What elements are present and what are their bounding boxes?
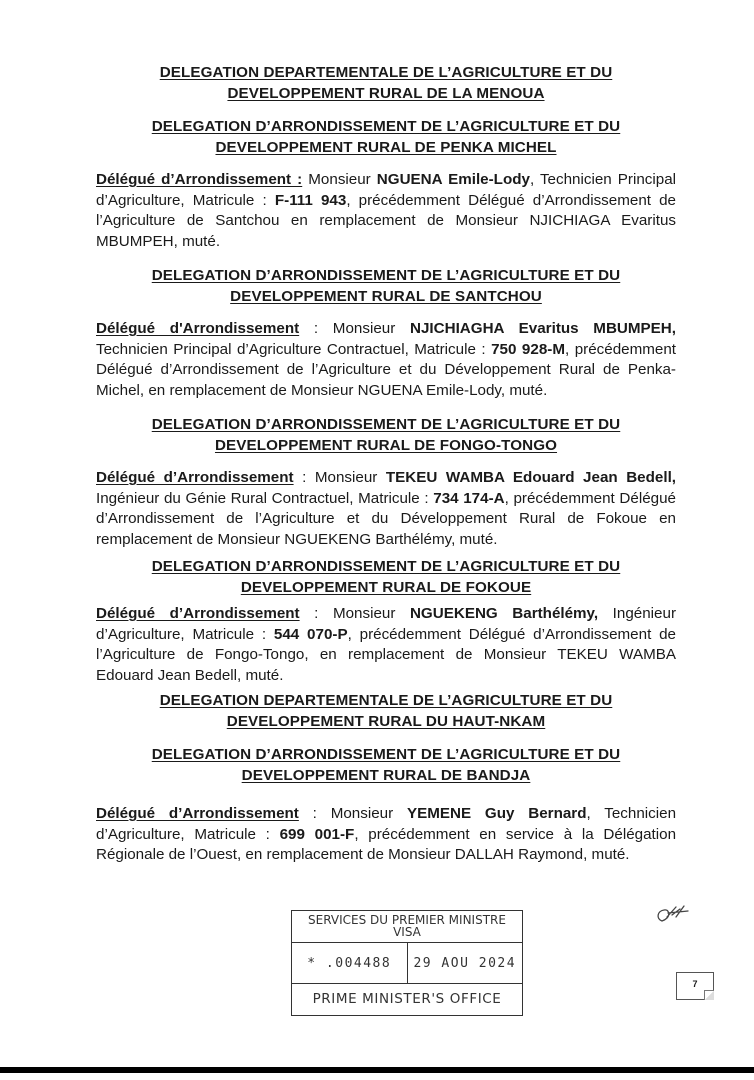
appointee-name: YEMENE Guy Bernard [406,805,587,822]
bottom-edge-bar [0,1067,754,1073]
role-label: Délégué d’Arrondissement [96,805,299,822]
appointee-name: NJICHIAGHA Evaritus MBUMPEH, [410,320,676,337]
matricule: 750 928-M [491,340,565,358]
heading-line: DEVELOPPEMENT RURAL DU HAUT-NKAM [226,713,546,730]
role-label: Délégué d’Arrondissement : [96,171,303,188]
stamp-body [292,943,522,984]
appointee-name: TEKEU WAMBA Edouard Jean Bedell, [385,469,677,486]
stamp-visa-line: VISA [393,925,421,939]
heading-line: DELEGATION D’ARRONDISSEMENT DE L’AGRICULTURE ET DU [151,558,621,575]
role-label: Délégué d’Arrondissement [96,605,300,622]
visa-stamp [291,910,523,1016]
stamp-date: 29 AOU 2024 [413,955,517,971]
heading-line: DELEGATION D’ARRONDISSEMENT DE L’AGRICULTURE ET DU [151,746,621,763]
section-heading-bandja [96,744,676,786]
matricule: 544 070-P [273,625,348,643]
stamp-footer: PRIME MINISTER'S OFFICE [312,991,502,1007]
section-heading-fokoue [96,556,676,598]
appointment-paragraph: Délégué d’Arrondissement : Monsieur YEMENE Guy Bernard, Technicien d’Agriculture, Matricule : 699 001-F, précédemment en service à la Délégation Régionale de l’Ouest, en remplacement de Monsieur DALLAH Raymond, muté. [96,805,677,863]
heading-line: DELEGATION D’ARRONDISSEMENT DE L’AGRICULTURE ET DU [151,267,621,284]
section-heading-santchou [96,265,676,307]
appointment-paragraph: Délégué d’Arrondissement : Monsieur TEKEU WAMBA Edouard Jean Bedell, Ingénieur du Génie Rural Contractuel, Matricule : 734 174-A, précédemment Délégué d’Arrondissement de l’Agriculture et du Développement Rural de Fokoue en remplacement de Monsieur NGUEKENG Barthélémy, muté. [96,469,677,548]
role-label: Délégué d’Arrondissement [96,469,294,486]
signature-icon [654,903,694,925]
heading-line: DELEGATION DEPARTEMENTALE DE L’AGRICULTURE ET DU [159,692,613,709]
heading-line: DEVELOPPEMENT RURAL DE SANTCHOU [230,288,542,305]
document-page [96,62,676,879]
page-number: 7 [676,972,714,1000]
heading-line: DELEGATION D’ARRONDISSEMENT DE L’AGRICULTURE ET DU [151,118,621,135]
section-heading-haut-nkam [96,690,676,732]
heading-line: DELEGATION D’ARRONDISSEMENT DE L’AGRICULTURE ET DU [151,416,621,433]
section-heading-fongo-tongo [96,414,676,456]
stamp-header [292,911,522,943]
role-label: Délégué d'Arrondissement [96,320,300,337]
appointee-name: NGUEKENG Barthélémy, [409,605,599,622]
appointment-paragraph: Délégué d’Arrondissement : Monsieur NGUENA Emile-Lody, Technicien Principal d’Agriculture, Matricule : F-111 943, précédemment Délégué d’Arrondissement de l’Agriculture de Santchou en remplacement de Monsieur NJICHIAGA Evaritus MBUMPEH, muté. [96,171,677,250]
matricule: 699 001-F [279,825,355,843]
heading-line: DEVELOPPEMENT RURAL DE LA MENOUA [227,85,545,102]
page-curl-icon [704,990,714,1000]
stamp-number: * .004488 [292,943,408,983]
section-heading-menoua [96,62,676,104]
section-heading-penka-michel [96,116,676,158]
heading-line: DEVELOPPEMENT RURAL DE PENKA MICHEL [215,139,557,156]
appointment-paragraph: Délégué d'Arrondissement : Monsieur NJICHIAGHA Evaritus MBUMPEH, Technicien Principal d’Agriculture Contractuel, Matricule : 750 928-M, précédemment Délégué d’Arrondissement de l’Agriculture et du Développement Rural de Penka-Michel, en remplacement de Monsieur NGUENA Emile-Lody, muté. [96,320,676,399]
matricule: F-111 943 [274,191,347,209]
stamp-service-line: SERVICES DU PREMIER MINISTRE [308,913,506,927]
appointee-name: NGUENA Emile-Lody [376,171,530,188]
appointment-paragraph: Délégué d’Arrondissement : Monsieur NGUEKENG Barthélémy, Ingénieur d’Agriculture, Matricule : 544 070-P, précédemment Délégué d’Arrondissement de l’Agriculture de Fongo-Tongo, en remplacement de Monsieur TEKEU WAMBA Edouard Jean Bedell, muté. [96,605,677,684]
heading-line: DEVELOPPEMENT RURAL DE FOKOUE [240,579,532,596]
matricule: 734 174-A [433,489,505,507]
heading-line: DEVELOPPEMENT RURAL DE BANDJA [241,767,531,784]
heading-line: DELEGATION DEPARTEMENTALE DE L’AGRICULTURE ET DU [159,64,613,81]
heading-line: DEVELOPPEMENT RURAL DE FONGO-TONGO [214,437,558,454]
